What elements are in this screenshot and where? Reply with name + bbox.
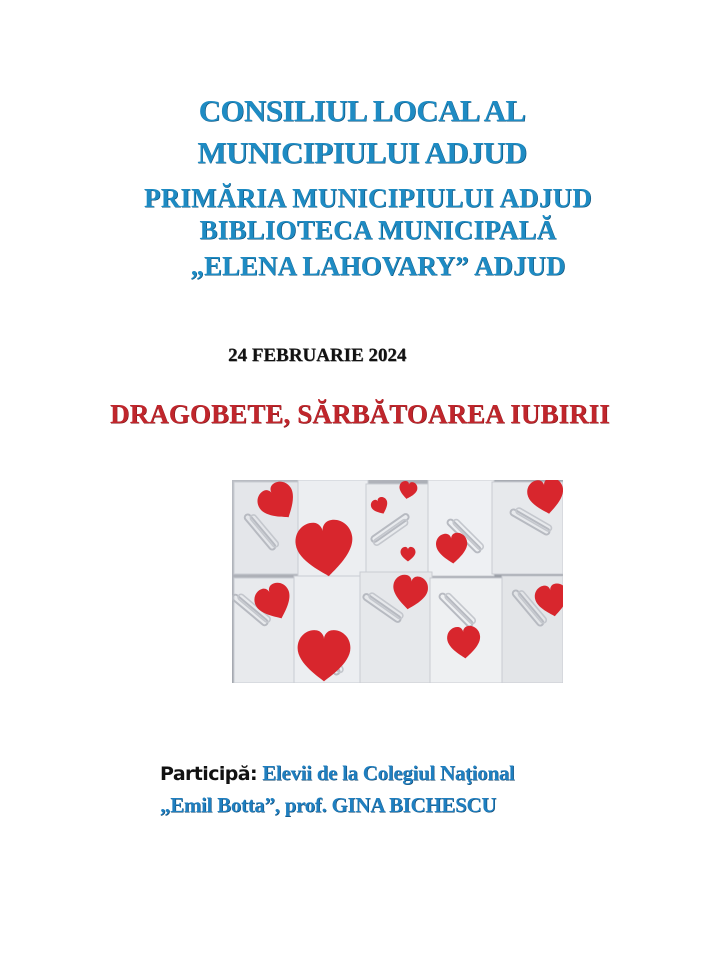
participants-students: Elevii de la Colegiul Naţional [262, 761, 515, 785]
header-line-municipality: MUNICIPIULUI ADJUD [197, 135, 527, 170]
header-line-library-name: „ELENA LAHOVARY” ADJUD [190, 251, 566, 281]
header-line-library: BIBLIOTECA MUNICIPALĂ [199, 215, 557, 245]
participants-block [160, 758, 515, 821]
header-line-council: CONSILIUL LOCAL AL [198, 93, 526, 128]
participants-teacher: „Emil Botta”, prof. GINA BICHESCU [160, 793, 497, 817]
participants-line-1 [160, 758, 515, 790]
header-line-city-hall: PRIMĂRIA MUNICIPIULUI ADJUD [144, 183, 592, 213]
event-title: DRAGOBETE, SĂRBĂTOAREA IUBIRII [110, 399, 610, 429]
hearts-photo [232, 480, 563, 683]
event-date: 24 FEBRUARIE 2024 [228, 345, 407, 366]
participants-label: Participă: [160, 763, 257, 785]
